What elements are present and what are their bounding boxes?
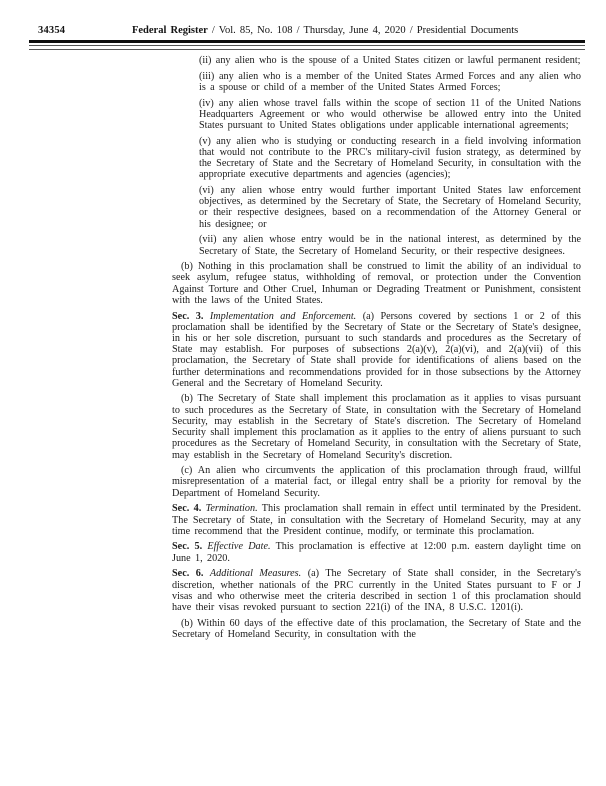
paragraph-text: (b) Within 60 days of the effective date of this proclamation, the Secretary of State and the Secretary of Homeland Security, in consultation with the xyxy=(172,617,581,640)
document-body xyxy=(172,55,581,645)
publication-name: Federal Register xyxy=(131,25,208,36)
issue-info: / Vol. 85, No. 108 / Thursday, June 4, 2020 / Presidential Documents xyxy=(211,25,519,36)
section-4 xyxy=(172,503,581,537)
section-2-paragraph-b xyxy=(172,261,581,306)
clause-v xyxy=(199,136,581,181)
section-label: Sec. 5. xyxy=(172,541,203,553)
section-title: Termination. xyxy=(205,503,258,515)
paragraph-text: (c) An alien who circumvents the application of this proclamation through fraud, willful misrepresentation of a material fact, or illegal entry shall be a priority for removal by the Department of Homeland Security. xyxy=(172,465,581,499)
paragraph-text: (b) Nothing in this proclamation shall be construed to limit the ability of an individual to seek asylum, refugee status, withholding of removal, or protection under the Convention Against Torture and Other Cruel, Inhuman or Degrading Treatment or Punishment, consistent with the laws of the United States. xyxy=(172,261,581,306)
section-6 xyxy=(172,568,581,613)
clause-vi xyxy=(199,185,581,230)
clause-text: (v) any alien who is studying or conducting research in a field involving information that would not contribute to the PRC's military-civil fusion strategy, as determined by the Secretary of State and the Secretary of Homeland Security, in consultation with the appropriate executive departments and agencies (agencies); xyxy=(199,135,581,181)
section-5 xyxy=(172,541,581,563)
clause-text: (iv) any alien whose travel falls within the scope of section 11 of the United Nations Headquarters Agreement or who would otherwise be allowed entry into the United States pursuant to United States obligations under applicable international agreements; xyxy=(199,97,581,132)
section-title: Effective Date. xyxy=(207,541,271,553)
header-rule-thick xyxy=(29,40,585,43)
section-title: Additional Measures. xyxy=(209,568,302,580)
section-3 xyxy=(172,311,581,389)
paragraph-text: (b) The Secretary of State shall implement this proclamation as it applies to visas pursuant to such procedures as the Secretary of State, in consultation with the Secretary of Homeland Security, may establish in the Secretary of State's discretion. The Secretary of Homeland Security shall implement this proclamation as it applies to the entry of aliens pursuant to such procedures as the Secretary of Homeland Security, in consultation with the Secretary of State, may establish in the Secretary of Homeland Security's discretion. xyxy=(172,393,581,461)
section-label: Sec. 3. xyxy=(172,310,204,322)
running-head xyxy=(29,25,585,37)
header-rule-double xyxy=(29,45,585,50)
section-text: (a) The Secretary of State shall consider, in the Secretary's discretion, whether nationals of the PRC currently in the United States pursuant to F or J visas and who otherwise meet the criteria described in section 1 of this proclamation should have their visas revoked pursuant to section 221(i) of the INA, 8 U.S.C. 1201(i). xyxy=(172,568,581,613)
clause-iv xyxy=(199,98,581,132)
section-6-paragraph-b xyxy=(172,618,581,640)
header-title xyxy=(65,25,585,37)
section-3-paragraph-b xyxy=(172,393,581,460)
section-3-paragraph-c xyxy=(172,465,581,499)
clause-text: (vii) any alien whose entry would be in the national interest, as determined by the Secretary of State, the Secretary of Homeland Security, or their respective designees. xyxy=(199,234,581,257)
section-label: Sec. 6. xyxy=(172,568,204,580)
section-text: This proclamation is effective at 12:00 p.m. eastern daylight time on June 1, 2020. xyxy=(172,541,582,564)
section-text: This proclamation shall remain in effect until terminated by the President. The Secretary of State, in consultation with the Secretary of Homeland Security, may at any time recommend that the President continue, modify, or terminate this proclamation. xyxy=(172,503,581,537)
section-text: (a) Persons covered by sections 1 or 2 of this proclamation shall be identified by the Secretary of State or the Secretary of State's designee, in his or her sole discretion, pursuant to such standards and procedures as the Secretary of State may establish. For purposes of subsections 2(a)(v), 2(a)(vi), and 2(a)(vii) of this proclamation, the Secretary of State shall provide for identifications of aliens based on the further determinations and recommendations provided for in those subsections by the Attorney General and the Secretary of Homeland Security. xyxy=(172,310,581,389)
page-number: 34354 xyxy=(38,25,66,36)
clause-ii xyxy=(199,55,581,66)
clause-text: (iii) any alien who is a member of the United States Armed Forces and any alien who is a spouse or child of a member of the United States Armed Forces; xyxy=(199,70,581,93)
clause-text: (vi) any alien whose entry would further important United States law enforcement objectives, as determined by the Secretary of State, the Secretary of Homeland Security, or their respective designees, based on a recommendation of the Attorney General or his designee; or xyxy=(199,185,581,230)
clause-text: (ii) any alien who is the spouse of a United States citizen or lawful permanent resident; xyxy=(199,55,581,66)
section-label: Sec. 4. xyxy=(172,503,202,515)
clause-iii xyxy=(199,71,581,93)
clause-vii xyxy=(199,234,581,256)
page-header xyxy=(29,25,585,50)
section-title: Implementation and Enforcement. xyxy=(209,310,357,322)
